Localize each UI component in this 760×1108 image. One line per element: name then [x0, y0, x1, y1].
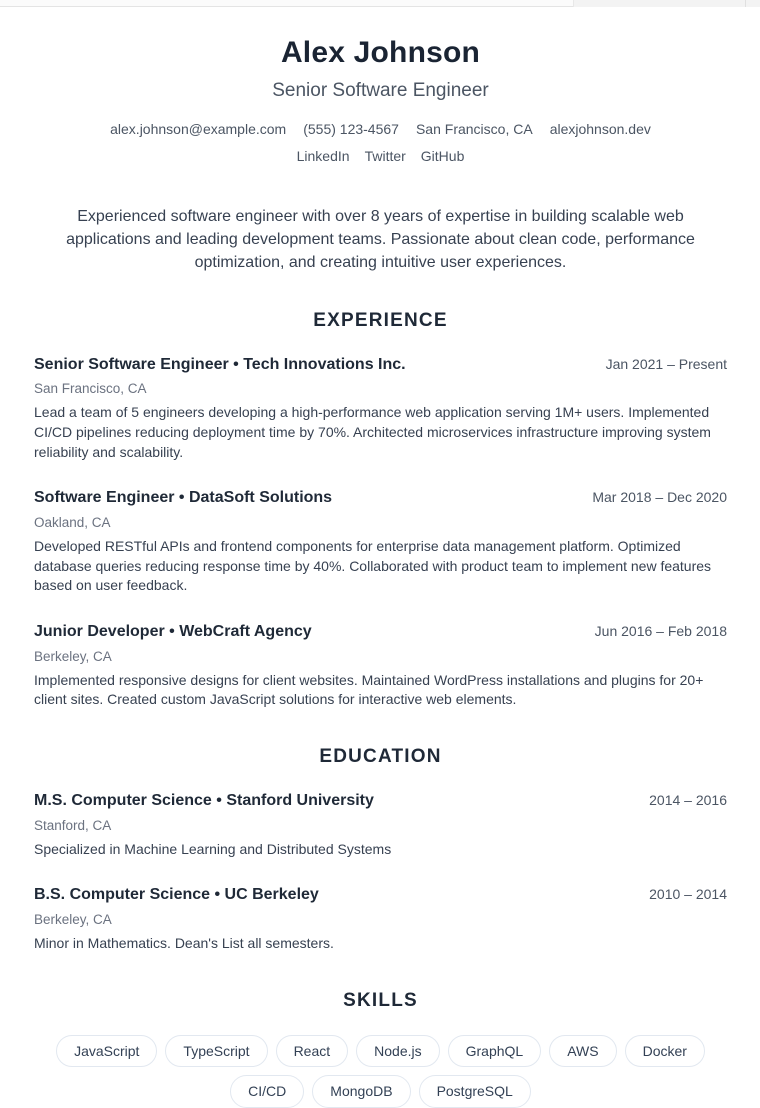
skill-badge: MongoDB	[312, 1075, 410, 1108]
twitter-link[interactable]: Twitter	[364, 147, 406, 164]
entry-location: Berkeley, CA	[34, 648, 112, 664]
skill-badge: TypeScript	[165, 1035, 267, 1068]
contact-phone: (555) 123-4567	[303, 120, 399, 137]
entry-title: M.S. Computer Science • Stanford University	[34, 791, 374, 809]
professional-summary: Experienced software engineer with over 8 years of expertise in building scalable web applications and leading development teams. Passionate about clean code, performance optimization, and creating intuitive user experiences.	[66, 207, 695, 271]
entry-date: 2010 – 2014	[649, 886, 727, 903]
entry-title: Junior Developer • WebCraft Agency	[34, 622, 312, 640]
chrome-strip-divider	[745, 0, 746, 7]
skill-badge: Docker	[625, 1035, 705, 1068]
skill-badge: CI/CD	[230, 1075, 304, 1108]
candidate-job-title: Senior Software Engineer	[272, 79, 489, 101]
skill-badge: React	[276, 1035, 349, 1068]
entry-description: Implemented responsive designs for client websites. Maintained WordPress installations and plugins for 20+ client sites. Created custom JavaScript solutions for interactive web elements.	[34, 671, 704, 708]
skill-badge: JavaScript	[56, 1035, 157, 1068]
entry-date: Jan 2021 – Present	[605, 355, 727, 372]
entry-title: Senior Software Engineer • Tech Innovations Inc.	[34, 355, 406, 373]
entry-date: Mar 2018 – Dec 2020	[592, 489, 727, 506]
entry-location: Berkeley, CA	[34, 911, 112, 927]
github-link[interactable]: GitHub	[420, 147, 465, 164]
entry-location: San Francisco, CA	[34, 381, 147, 397]
experience-entry	[34, 355, 727, 463]
skills-heading: SKILLS	[343, 989, 418, 1011]
entry-description: Developed RESTful APIs and frontend components for enterprise data management platform. Optimized database queries reducing response time by 40%. Collaborated with product team to implement new features based on user feedback.	[34, 537, 712, 594]
experience-entry	[34, 622, 727, 710]
entry-description: Minor in Mathematics. Dean's List all semesters.	[34, 934, 334, 951]
education-entry	[34, 791, 727, 859]
entry-title: Software Engineer • DataSoft Solutions	[34, 489, 333, 507]
education-heading: EDUCATION	[319, 745, 442, 767]
skill-badge: AWS	[549, 1035, 616, 1068]
entry-title: B.S. Computer Science • UC Berkeley	[34, 886, 319, 904]
resume-header	[34, 36, 727, 164]
skill-badge: PostgreSQL	[419, 1075, 531, 1108]
contact-website: alexjohnson.dev	[549, 120, 651, 137]
chrome-strip-right-segment	[573, 0, 760, 7]
skill-badge: Node.js	[356, 1035, 439, 1068]
entry-date: 2014 – 2016	[649, 791, 727, 808]
contact-location: San Francisco, CA	[415, 120, 533, 137]
experience-heading: EXPERIENCE	[313, 309, 448, 331]
linkedin-link[interactable]: LinkedIn	[296, 147, 350, 164]
browser-chrome-strip	[0, 0, 760, 7]
experience-section	[34, 310, 727, 710]
education-section	[34, 746, 727, 954]
contact-row	[34, 121, 727, 137]
skills-section	[34, 990, 727, 1108]
entry-description: Lead a team of 5 engineers developing a high-performance web application serving 1M+ users. Implemented CI/CD pipelines reducing deployment time by 70%. Architected microservices infrastructure improving system reliability and scalability.	[34, 404, 711, 460]
entry-location: Stanford, CA	[34, 817, 112, 833]
entry-date: Jun 2016 – Feb 2018	[594, 622, 727, 639]
experience-entry	[34, 488, 727, 596]
skill-badge: GraphQL	[448, 1035, 542, 1068]
entry-location: Oakland, CA	[34, 514, 111, 530]
education-entry	[34, 885, 727, 953]
contact-email: alex.johnson@example.com	[110, 120, 287, 137]
candidate-name: Alex Johnson	[280, 36, 481, 69]
entry-description: Specialized in Machine Learning and Distributed Systems	[34, 840, 392, 857]
social-links-row	[34, 148, 727, 164]
skills-list	[34, 1035, 727, 1108]
